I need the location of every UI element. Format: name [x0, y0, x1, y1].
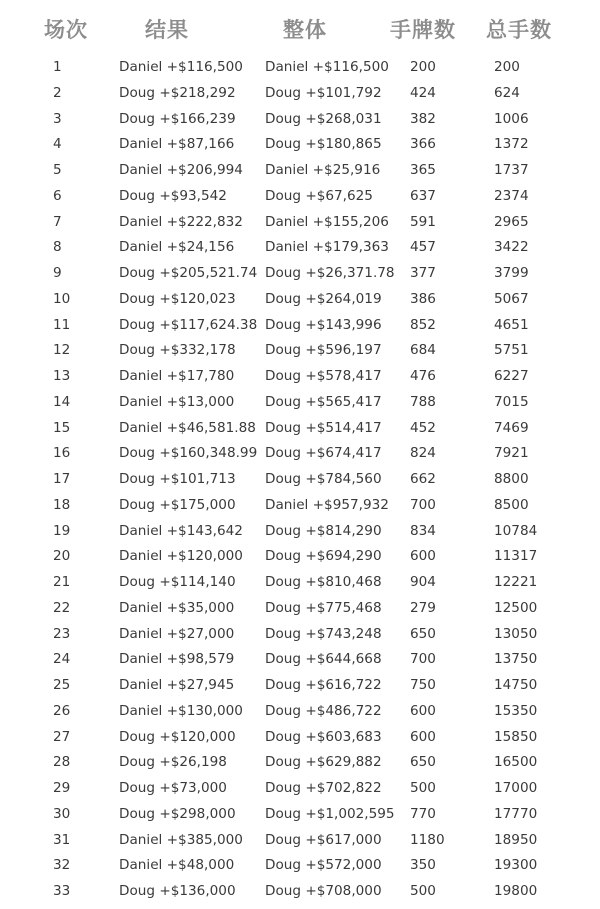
- cell-round: 33: [53, 883, 71, 899]
- cell-round: 11: [53, 316, 71, 333]
- cell-total-hands: 13750: [494, 651, 538, 668]
- table-row: [0, 131, 600, 157]
- table-row: [0, 337, 600, 363]
- cell-result: Doug +$136,000: [119, 883, 236, 899]
- cell-overall: Doug +$565,417: [265, 393, 382, 410]
- cell-result: Daniel +$13,000: [119, 393, 235, 410]
- cell-result: Daniel +$222,832: [119, 213, 243, 230]
- cell-hands: 650: [410, 754, 436, 771]
- cell-round: 25: [53, 677, 71, 693]
- table-row: [0, 363, 600, 389]
- cell-total-hands: 13050: [494, 625, 538, 642]
- cell-round: 12: [53, 342, 71, 359]
- cell-hands: 591: [410, 213, 436, 230]
- cell-result: Doug +$114,140: [119, 574, 236, 590]
- cell-hands: 382: [410, 110, 436, 127]
- cell-round: 31: [53, 831, 71, 848]
- cell-round: 27: [53, 728, 71, 745]
- cell-round: 6: [53, 187, 62, 204]
- cell-overall: Doug +$674,417: [265, 445, 382, 462]
- cell-overall: Doug +$26,371.78: [265, 265, 395, 281]
- cell-total-hands: 7469: [494, 419, 529, 436]
- cell-overall: Doug +$486,722: [265, 702, 382, 719]
- table-row: [0, 80, 600, 106]
- cell-total-hands: 17770: [494, 805, 538, 822]
- cell-overall: Daniel +$116,500: [265, 59, 389, 75]
- cell-hands: 452: [410, 419, 436, 436]
- cell-result: Doug +$73,000: [119, 780, 227, 796]
- cell-hands: 824: [410, 445, 436, 462]
- cell-overall: Doug +$268,031: [265, 110, 382, 127]
- cell-overall: Doug +$708,000: [265, 883, 382, 899]
- cell-hands: 365: [410, 162, 436, 178]
- cell-result: Doug +$218,292: [119, 84, 236, 101]
- cell-round: 2: [53, 84, 62, 101]
- cell-total-hands: 7921: [494, 445, 529, 462]
- cell-total-hands: 18950: [494, 831, 538, 848]
- cell-hands: 600: [410, 548, 436, 565]
- table-row: [0, 543, 600, 569]
- table-row: [0, 183, 600, 209]
- cell-total-hands: 5751: [494, 342, 529, 359]
- cell-overall: Doug +$101,792: [265, 84, 382, 101]
- cell-round: 4: [53, 136, 62, 153]
- cell-total-hands: 6227: [494, 368, 529, 384]
- cell-result: Doug +$120,023: [119, 290, 236, 307]
- cell-overall: Doug +$694,290: [265, 548, 382, 565]
- cell-total-hands: 15850: [494, 728, 538, 745]
- cell-round: 13: [53, 368, 71, 384]
- cell-total-hands: 14750: [494, 677, 538, 693]
- cell-hands: 700: [410, 496, 436, 513]
- cell-overall: Doug +$596,197: [265, 342, 382, 359]
- table-row: [0, 852, 600, 878]
- cell-overall: Doug +$578,417: [265, 368, 382, 384]
- cell-overall: Doug +$629,882: [265, 754, 382, 771]
- cell-round: 18: [53, 496, 71, 513]
- cell-overall: Doug +$572,000: [265, 857, 382, 874]
- cell-hands: 457: [410, 239, 436, 256]
- table-row: [0, 492, 600, 518]
- cell-total-hands: 1372: [494, 136, 529, 153]
- cell-result: Daniel +$27,000: [119, 625, 235, 642]
- cell-round: 5: [53, 162, 62, 178]
- cell-hands: 377: [410, 265, 436, 281]
- table-row: [0, 775, 600, 801]
- cell-overall: Daniel +$155,206: [265, 213, 389, 230]
- cell-hands: 600: [410, 702, 436, 719]
- table-row: [0, 518, 600, 544]
- cell-overall: Daniel +$25,916: [265, 162, 381, 178]
- cell-hands: 1180: [410, 831, 445, 848]
- header-result: 结果: [145, 18, 189, 42]
- cell-result: Daniel +$130,000: [119, 702, 243, 719]
- table-row: [0, 440, 600, 466]
- cell-hands: 637: [410, 187, 436, 204]
- cell-hands: 200: [410, 59, 436, 75]
- cell-overall: Daniel +$179,363: [265, 239, 389, 256]
- cell-result: Daniel +$120,000: [119, 548, 243, 565]
- cell-total-hands: 2374: [494, 187, 529, 204]
- table-row: [0, 621, 600, 647]
- cell-round: 15: [53, 419, 71, 436]
- cell-result: Doug +$205,521.74: [119, 265, 258, 281]
- cell-hands: 684: [410, 342, 436, 359]
- cell-overall: Doug +$264,019: [265, 290, 382, 307]
- cell-round: 22: [53, 599, 71, 616]
- cell-overall: Doug +$514,417: [265, 419, 382, 436]
- cell-round: 8: [53, 239, 62, 256]
- cell-round: 19: [53, 522, 71, 539]
- table-row: [0, 234, 600, 260]
- cell-result: Doug +$298,000: [119, 805, 236, 822]
- cell-total-hands: 4651: [494, 316, 529, 333]
- cell-result: Daniel +$116,500: [119, 59, 243, 75]
- cell-overall: Doug +$143,996: [265, 316, 382, 333]
- header-overall: 整体: [283, 18, 327, 42]
- cell-total-hands: 2965: [494, 213, 529, 230]
- cell-round: 28: [53, 754, 71, 771]
- cell-result: Doug +$26,198: [119, 754, 227, 771]
- cell-overall: Doug +$180,865: [265, 136, 382, 153]
- cell-overall: Doug +$814,290: [265, 522, 382, 539]
- cell-overall: Doug +$743,248: [265, 625, 382, 642]
- table-row: [0, 54, 600, 80]
- cell-total-hands: 16500: [494, 754, 538, 771]
- cell-result: Daniel +$385,000: [119, 831, 243, 848]
- table-row: [0, 157, 600, 183]
- cell-round: 10: [53, 290, 71, 307]
- cell-hands: 500: [410, 780, 436, 796]
- cell-hands: 366: [410, 136, 436, 153]
- cell-result: Daniel +$27,945: [119, 677, 235, 693]
- cell-round: 29: [53, 780, 71, 796]
- cell-hands: 500: [410, 883, 436, 899]
- cell-result: Doug +$93,542: [119, 187, 227, 204]
- cell-total-hands: 3799: [494, 265, 529, 281]
- cell-overall: Doug +$702,822: [265, 780, 382, 796]
- cell-overall: Doug +$775,468: [265, 599, 382, 616]
- cell-round: 7: [53, 213, 62, 230]
- cell-hands: 770: [410, 805, 436, 822]
- cell-result: Daniel +$206,994: [119, 162, 243, 178]
- table-row: [0, 595, 600, 621]
- cell-result: Daniel +$24,156: [119, 239, 235, 256]
- cell-result: Daniel +$143,642: [119, 522, 243, 539]
- cell-overall: Doug +$644,668: [265, 651, 382, 668]
- cell-total-hands: 19800: [494, 883, 538, 899]
- cell-overall: Doug +$616,722: [265, 677, 382, 693]
- cell-hands: 650: [410, 625, 436, 642]
- table-row: [0, 827, 600, 853]
- cell-total-hands: 8500: [494, 496, 529, 513]
- cell-result: Doug +$101,713: [119, 471, 236, 487]
- cell-round: 23: [53, 625, 71, 642]
- cell-round: 30: [53, 805, 71, 822]
- table-row: [0, 698, 600, 724]
- cell-round: 21: [53, 574, 71, 590]
- cell-result: Doug +$160,348.99: [119, 445, 258, 462]
- table-row: [0, 415, 600, 441]
- cell-round: 17: [53, 471, 71, 487]
- cell-round: 14: [53, 393, 71, 410]
- cell-hands: 852: [410, 316, 436, 333]
- cell-result: Daniel +$17,780: [119, 368, 235, 384]
- cell-hands: 834: [410, 522, 436, 539]
- cell-hands: 279: [410, 599, 436, 616]
- cell-result: Doug +$166,239: [119, 110, 236, 127]
- cell-total-hands: 12500: [494, 599, 538, 616]
- cell-round: 3: [53, 110, 62, 127]
- table-row: [0, 389, 600, 415]
- cell-round: 32: [53, 857, 71, 874]
- cell-hands: 788: [410, 393, 436, 410]
- cell-total-hands: 1006: [494, 110, 529, 127]
- cell-result: Doug +$175,000: [119, 496, 236, 513]
- header-hands: 手牌数: [390, 18, 456, 42]
- table-row: [0, 209, 600, 235]
- cell-total-hands: 624: [494, 84, 520, 101]
- table-row: [0, 466, 600, 492]
- cell-total-hands: 3422: [494, 239, 529, 256]
- cell-total-hands: 1737: [494, 162, 529, 178]
- cell-result: Daniel +$46,581.88: [119, 419, 256, 436]
- header-total-hands: 总手数: [486, 18, 552, 42]
- cell-round: 24: [53, 651, 71, 668]
- cell-hands: 350: [410, 857, 436, 874]
- cell-hands: 904: [410, 574, 436, 590]
- cell-round: 20: [53, 548, 71, 565]
- cell-hands: 476: [410, 368, 436, 384]
- cell-total-hands: 200: [494, 59, 520, 75]
- cell-result: Daniel +$98,579: [119, 651, 235, 668]
- header-round: 场次: [44, 18, 88, 42]
- cell-result: Doug +$332,178: [119, 342, 236, 359]
- table-row: [0, 801, 600, 827]
- cell-result: Doug +$117,624.38: [119, 316, 258, 333]
- cell-total-hands: 19300: [494, 857, 538, 874]
- cell-overall: Doug +$810,468: [265, 574, 382, 590]
- table-body: [0, 54, 600, 904]
- cell-overall: Doug +$617,000: [265, 831, 382, 848]
- cell-total-hands: 15350: [494, 702, 538, 719]
- table-header: [0, 0, 600, 56]
- cell-hands: 424: [410, 84, 436, 101]
- cell-result: Daniel +$35,000: [119, 599, 235, 616]
- cell-overall: Doug +$1,002,595: [265, 805, 395, 822]
- cell-hands: 662: [410, 471, 436, 487]
- cell-total-hands: 17000: [494, 780, 538, 796]
- cell-round: 16: [53, 445, 71, 462]
- cell-hands: 386: [410, 290, 436, 307]
- cell-overall: Daniel +$957,932: [265, 496, 389, 513]
- cell-overall: Doug +$784,560: [265, 471, 382, 487]
- cell-total-hands: 12221: [494, 574, 538, 590]
- table-row: [0, 312, 600, 338]
- table-row: [0, 878, 600, 904]
- cell-round: 1: [53, 59, 62, 75]
- cell-result: Doug +$120,000: [119, 728, 236, 745]
- table-row: [0, 569, 600, 595]
- cell-total-hands: 10784: [494, 522, 538, 539]
- cell-total-hands: 5067: [494, 290, 529, 307]
- cell-total-hands: 8800: [494, 471, 529, 487]
- table-row: [0, 106, 600, 132]
- cell-result: Daniel +$87,166: [119, 136, 235, 153]
- cell-result: Daniel +$48,000: [119, 857, 235, 874]
- cell-round: 26: [53, 702, 71, 719]
- cell-hands: 700: [410, 651, 436, 668]
- cell-round: 9: [53, 265, 62, 281]
- table-row: [0, 286, 600, 312]
- table-row: [0, 260, 600, 286]
- cell-overall: Doug +$603,683: [265, 728, 382, 745]
- cell-overall: Doug +$67,625: [265, 187, 373, 204]
- table-row: [0, 646, 600, 672]
- cell-total-hands: 11317: [494, 548, 538, 565]
- cell-total-hands: 7015: [494, 393, 529, 410]
- cell-hands: 750: [410, 677, 436, 693]
- table-row: [0, 672, 600, 698]
- table-row: [0, 724, 600, 750]
- table-row: [0, 749, 600, 775]
- cell-hands: 600: [410, 728, 436, 745]
